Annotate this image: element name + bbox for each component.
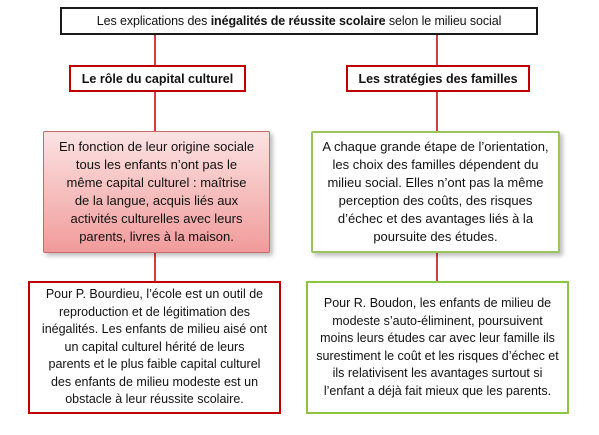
- summary-line: d’échec et des avantages liés à la: [337, 211, 534, 226]
- title-box: [60, 7, 538, 35]
- title-suffix: selon le milieu social: [385, 14, 502, 28]
- summary-line: tous les enfants n’ont pas le: [75, 157, 238, 172]
- summary-line: activités culturelles avec leurs: [70, 211, 243, 226]
- detail-line: surestiment le coût et les risques d’échec et: [316, 348, 559, 363]
- detail-bourdieu: [28, 281, 281, 414]
- detail-line: parents et le plus faible capital culturel: [48, 357, 261, 372]
- summary-line: A chaque grande étape de l’orientation,: [322, 139, 549, 154]
- summary-line: En fonction de leur origine sociale: [58, 139, 255, 154]
- detail-line: Pour R. Boudon, les enfants de milieu de: [323, 296, 552, 310]
- detail-boudon: [306, 281, 569, 414]
- detail-line: obstacle à leur réussite scolaire.: [65, 392, 244, 407]
- detail-line: des enfants de milieu modeste est un: [50, 374, 259, 389]
- detail-line: modeste s’auto-éliminent, poursuivent: [332, 313, 543, 328]
- summary-strategies-familles: [311, 131, 560, 253]
- summary-line: poursuite des études.: [373, 229, 498, 244]
- heading-strategies-familles: Les stratégies des familles: [346, 65, 530, 92]
- summary-line: les choix des familles dépendent du: [332, 157, 539, 172]
- summary-line: perception des coûts, des risques: [338, 193, 533, 208]
- summary-capital-culturel: [43, 131, 270, 253]
- title-prefix: Les explications des: [96, 14, 211, 28]
- detail-line: un capital culturel hérité de leurs: [64, 339, 245, 354]
- detail-line: Pour P. Bourdieu, l’école est un outil de: [45, 287, 264, 302]
- detail-line: l’enfant a déjà fait mieux que les parents.: [323, 383, 552, 398]
- detail-line: moins leurs études car avec leur famille ils: [320, 331, 555, 345]
- detail-line: reproduction et de légitimation des: [58, 304, 251, 319]
- summary-line: même capital culturel : maîtrise: [66, 175, 247, 190]
- detail-line: inégalités. Les enfants de milieu aisé ont: [41, 322, 268, 337]
- summary-line: milieu social. Elles n’ont pas la même: [327, 175, 544, 190]
- heading-capital-culturel: Le rôle du capital culturel: [69, 65, 246, 92]
- title-bold: inégalités de réussite scolaire: [210, 14, 386, 28]
- detail-line: ils relativisent les avantages surtout si: [332, 366, 543, 380]
- summary-line: parents, livres à la maison.: [79, 229, 234, 244]
- title-text: [97, 14, 502, 28]
- summary-line: de la langue, acquis liés aux: [74, 193, 239, 208]
